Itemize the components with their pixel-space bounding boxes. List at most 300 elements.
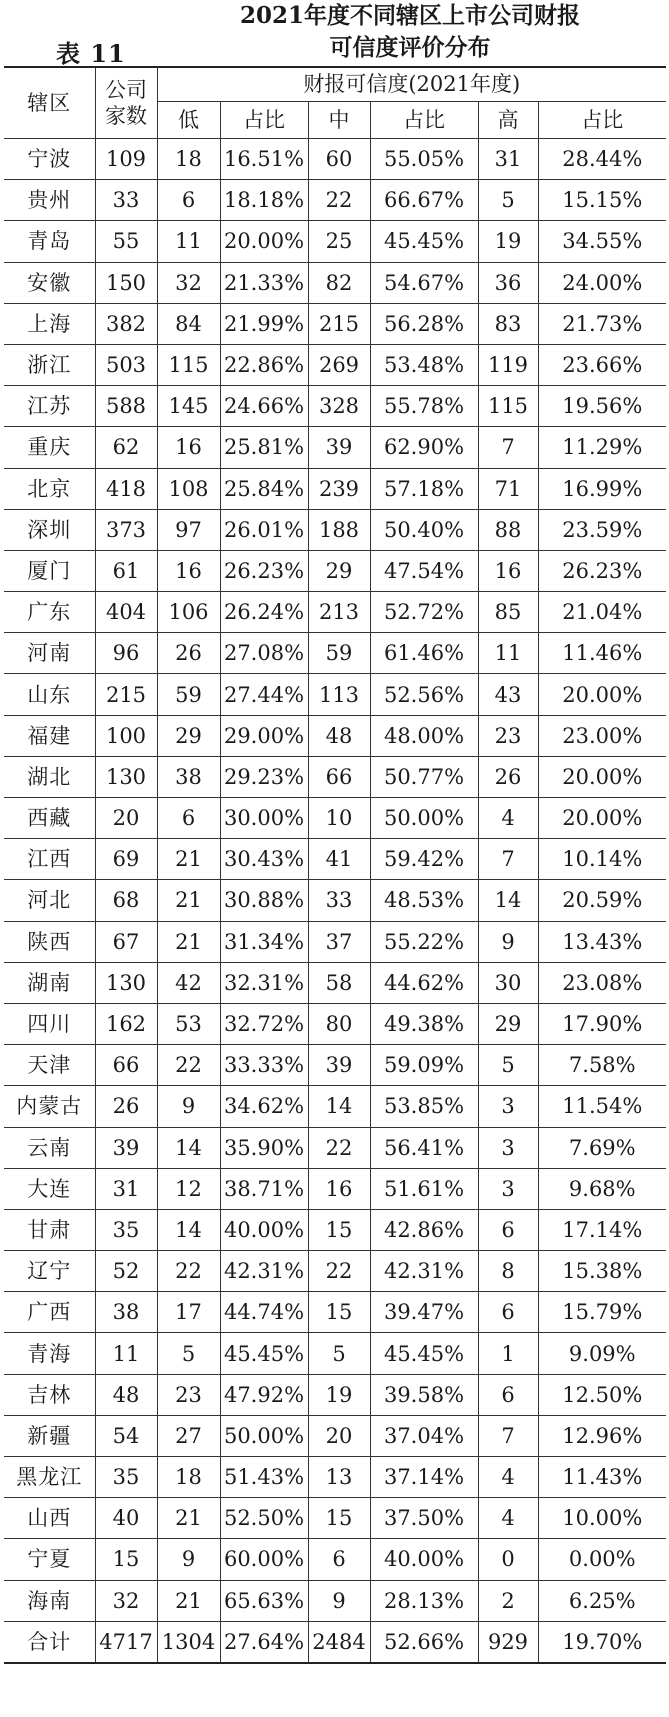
table-row [4, 839, 666, 880]
company-count-header [95, 67, 157, 139]
mid-share-cell: 37.50% [370, 1498, 478, 1539]
low-count-cell: 18 [157, 1457, 220, 1498]
high-share-cell: 20.59% [538, 880, 666, 921]
table-row [4, 1374, 666, 1415]
company-count-cell: 32 [95, 1580, 157, 1621]
high-share-cell: 10.14% [538, 839, 666, 880]
low-share-cell: 27.08% [220, 633, 308, 674]
region-cell: 甘肃 [4, 1209, 95, 1250]
high-count-cell: 14 [478, 880, 538, 921]
mid-count-cell: 80 [308, 1003, 370, 1044]
table-row [4, 756, 666, 797]
mid-share-cell: 54.67% [370, 262, 478, 303]
high-share-cell: 7.69% [538, 1127, 666, 1168]
mid-share-cell: 47.54% [370, 550, 478, 591]
high-count-cell: 5 [478, 1045, 538, 1086]
high-share-cell: 16.99% [538, 468, 666, 509]
mid-count-cell: 9 [308, 1580, 370, 1621]
table-title-line-1: 2021年度不同辖区上市公司财报 [239, 2, 580, 29]
high-count-cell: 6 [478, 1374, 538, 1415]
low-share-cell: 24.66% [220, 386, 308, 427]
high-share-cell: 12.96% [538, 1415, 666, 1456]
region-cell: 西藏 [4, 798, 95, 839]
mid-share-cell: 44.62% [370, 962, 478, 1003]
mid-count-cell: 215 [308, 303, 370, 344]
company-count-cell: 39 [95, 1127, 157, 1168]
high-share-cell: 11.29% [538, 427, 666, 468]
low-count-cell: 6 [157, 798, 220, 839]
high-count-cell: 2 [478, 1580, 538, 1621]
low-count-cell: 17 [157, 1292, 220, 1333]
low-count-cell: 14 [157, 1127, 220, 1168]
mid-count-cell: 19 [308, 1374, 370, 1415]
low-share-cell: 34.62% [220, 1086, 308, 1127]
high-share-cell: 11.43% [538, 1457, 666, 1498]
mid-share-header: 占比 [370, 102, 478, 139]
mid-share-cell: 40.00% [370, 1539, 478, 1580]
mid-share-cell: 61.46% [370, 633, 478, 674]
company-count-cell: 503 [95, 344, 157, 385]
table-row [4, 880, 666, 921]
company-count-header-line-2: 家数 [105, 104, 147, 128]
low-share-cell: 27.44% [220, 674, 308, 715]
region-cell: 广东 [4, 592, 95, 633]
high-share-cell: 0.00% [538, 1539, 666, 1580]
high-count-cell: 83 [478, 303, 538, 344]
region-cell: 海南 [4, 1580, 95, 1621]
low-share-cell: 21.33% [220, 262, 308, 303]
mid-share-cell: 49.38% [370, 1003, 478, 1044]
company-count-cell: 69 [95, 839, 157, 880]
region-cell: 厦门 [4, 550, 95, 591]
mid-count-cell: 39 [308, 427, 370, 468]
high-count-cell: 119 [478, 344, 538, 385]
low-count-cell: 97 [157, 509, 220, 550]
low-share-cell: 51.43% [220, 1457, 308, 1498]
company-count-cell: 4717 [95, 1621, 157, 1663]
company-count-cell: 33 [95, 180, 157, 221]
high-count-cell: 7 [478, 839, 538, 880]
company-count-cell: 15 [95, 1539, 157, 1580]
mid-share-cell: 59.09% [370, 1045, 478, 1086]
low-count-cell: 14 [157, 1209, 220, 1250]
low-count-cell: 21 [157, 921, 220, 962]
company-count-cell: 66 [95, 1045, 157, 1086]
credibility-group-header: 财报可信度(2021年度) [157, 67, 666, 102]
high-count-cell: 7 [478, 1415, 538, 1456]
mid-count-cell: 22 [308, 1251, 370, 1292]
high-share-cell: 11.46% [538, 633, 666, 674]
low-count-cell: 6 [157, 180, 220, 221]
low-share-cell: 50.00% [220, 1415, 308, 1456]
high-share-cell: 23.59% [538, 509, 666, 550]
high-count-cell: 929 [478, 1621, 538, 1663]
region-cell: 深圳 [4, 509, 95, 550]
high-share-cell: 17.90% [538, 1003, 666, 1044]
mid-share-cell: 52.72% [370, 592, 478, 633]
high-share-cell: 19.56% [538, 386, 666, 427]
high-share-cell: 9.09% [538, 1333, 666, 1374]
mid-share-cell: 45.45% [370, 221, 478, 262]
mid-count-cell: 188 [308, 509, 370, 550]
company-count-cell: 55 [95, 221, 157, 262]
table-row [4, 344, 666, 385]
low-share-cell: 42.31% [220, 1251, 308, 1292]
mid-count-cell: 82 [308, 262, 370, 303]
region-cell: 河北 [4, 880, 95, 921]
mid-share-cell: 48.53% [370, 880, 478, 921]
mid-count-cell: 269 [308, 344, 370, 385]
company-count-cell: 100 [95, 715, 157, 756]
company-count-cell: 130 [95, 962, 157, 1003]
company-count-cell: 588 [95, 386, 157, 427]
mid-share-cell: 57.18% [370, 468, 478, 509]
mid-share-cell: 62.90% [370, 427, 478, 468]
low-count-cell: 53 [157, 1003, 220, 1044]
region-cell: 天津 [4, 1045, 95, 1086]
low-share-cell: 32.31% [220, 962, 308, 1003]
company-count-header-line-1: 公司 [105, 78, 147, 102]
region-cell: 山西 [4, 1498, 95, 1539]
low-count-cell: 18 [157, 139, 220, 180]
low-count-cell: 27 [157, 1415, 220, 1456]
high-count-cell: 7 [478, 427, 538, 468]
mid-count-cell: 239 [308, 468, 370, 509]
high-count-cell: 23 [478, 715, 538, 756]
mid-share-cell: 56.28% [370, 303, 478, 344]
low-count-cell: 26 [157, 633, 220, 674]
mid-share-cell: 66.67% [370, 180, 478, 221]
table-row [4, 1498, 666, 1539]
mid-count-cell: 22 [308, 180, 370, 221]
low-share-cell: 40.00% [220, 1209, 308, 1250]
low-share-cell: 30.43% [220, 839, 308, 880]
mid-share-cell: 50.00% [370, 798, 478, 839]
high-share-cell: 15.79% [538, 1292, 666, 1333]
low-count-cell: 84 [157, 303, 220, 344]
low-share-cell: 33.33% [220, 1045, 308, 1086]
region-cell: 安徽 [4, 262, 95, 303]
mid-share-cell: 59.42% [370, 839, 478, 880]
region-cell: 四川 [4, 1003, 95, 1044]
high-count-cell: 0 [478, 1539, 538, 1580]
company-count-cell: 96 [95, 633, 157, 674]
low-count-cell: 11 [157, 221, 220, 262]
low-share-cell: 26.01% [220, 509, 308, 550]
table-row [4, 1168, 666, 1209]
low-count-cell: 16 [157, 550, 220, 591]
high-count-cell: 3 [478, 1086, 538, 1127]
mid-share-cell: 56.41% [370, 1127, 478, 1168]
mid-share-cell: 37.04% [370, 1415, 478, 1456]
high-share-cell: 7.58% [538, 1045, 666, 1086]
region-cell: 江西 [4, 839, 95, 880]
mid-header: 中 [308, 102, 370, 139]
mid-share-cell: 48.00% [370, 715, 478, 756]
company-count-cell: 62 [95, 427, 157, 468]
low-share-cell: 31.34% [220, 921, 308, 962]
high-share-cell: 34.55% [538, 221, 666, 262]
low-share-cell: 44.74% [220, 1292, 308, 1333]
low-share-cell: 47.92% [220, 1374, 308, 1415]
high-count-cell: 6 [478, 1292, 538, 1333]
company-count-cell: 54 [95, 1415, 157, 1456]
table-row [4, 1457, 666, 1498]
mid-share-cell: 55.22% [370, 921, 478, 962]
mid-count-cell: 2484 [308, 1621, 370, 1663]
region-cell: 青岛 [4, 221, 95, 262]
region-cell: 内蒙古 [4, 1086, 95, 1127]
high-count-cell: 30 [478, 962, 538, 1003]
low-count-cell: 22 [157, 1045, 220, 1086]
company-count-cell: 52 [95, 1251, 157, 1292]
high-count-cell: 4 [478, 1457, 538, 1498]
high-share-cell: 9.68% [538, 1168, 666, 1209]
low-count-cell: 9 [157, 1086, 220, 1127]
high-count-cell: 6 [478, 1209, 538, 1250]
low-share-cell: 21.99% [220, 303, 308, 344]
mid-share-cell: 42.31% [370, 1251, 478, 1292]
table-row [4, 468, 666, 509]
mid-count-cell: 5 [308, 1333, 370, 1374]
low-count-cell: 23 [157, 1374, 220, 1415]
high-count-cell: 8 [478, 1251, 538, 1292]
mid-count-cell: 15 [308, 1209, 370, 1250]
region-cell: 吉林 [4, 1374, 95, 1415]
mid-count-cell: 14 [308, 1086, 370, 1127]
table-row [4, 633, 666, 674]
low-count-cell: 21 [157, 1498, 220, 1539]
company-count-cell: 373 [95, 509, 157, 550]
low-share-cell: 27.64% [220, 1621, 308, 1663]
region-cell: 陕西 [4, 921, 95, 962]
region-cell: 浙江 [4, 344, 95, 385]
low-count-cell: 12 [157, 1168, 220, 1209]
high-count-cell: 43 [478, 674, 538, 715]
low-count-cell: 108 [157, 468, 220, 509]
low-count-cell: 42 [157, 962, 220, 1003]
low-count-cell: 16 [157, 427, 220, 468]
high-share-cell: 10.00% [538, 1498, 666, 1539]
high-count-cell: 36 [478, 262, 538, 303]
region-cell: 宁夏 [4, 1539, 95, 1580]
low-share-cell: 26.23% [220, 550, 308, 591]
mid-count-cell: 29 [308, 550, 370, 591]
mid-share-cell: 51.61% [370, 1168, 478, 1209]
high-count-cell: 31 [478, 139, 538, 180]
low-share-cell: 30.88% [220, 880, 308, 921]
high-share-cell: 23.00% [538, 715, 666, 756]
table-row [4, 962, 666, 1003]
table-row [4, 550, 666, 591]
company-count-cell: 40 [95, 1498, 157, 1539]
low-count-cell: 5 [157, 1333, 220, 1374]
table-row [4, 1003, 666, 1044]
high-count-cell: 3 [478, 1127, 538, 1168]
table-row [4, 1127, 666, 1168]
region-cell: 山东 [4, 674, 95, 715]
mid-share-cell: 45.45% [370, 1333, 478, 1374]
mid-share-cell: 42.86% [370, 1209, 478, 1250]
low-count-cell: 32 [157, 262, 220, 303]
high-share-cell: 20.00% [538, 674, 666, 715]
low-share-header: 占比 [220, 102, 308, 139]
high-share-cell: 6.25% [538, 1580, 666, 1621]
company-count-cell: 11 [95, 1333, 157, 1374]
mid-share-cell: 52.66% [370, 1621, 478, 1663]
table-title-line-2: 可信度评价分布 [329, 34, 491, 61]
high-count-cell: 29 [478, 1003, 538, 1044]
low-share-cell: 29.23% [220, 756, 308, 797]
low-share-cell: 45.45% [220, 1333, 308, 1374]
high-share-cell: 11.54% [538, 1086, 666, 1127]
region-cell: 云南 [4, 1127, 95, 1168]
table-row [4, 303, 666, 344]
table-row [4, 1580, 666, 1621]
low-share-cell: 16.51% [220, 139, 308, 180]
low-share-cell: 22.86% [220, 344, 308, 385]
low-share-cell: 20.00% [220, 221, 308, 262]
mid-count-cell: 13 [308, 1457, 370, 1498]
table-row [4, 139, 666, 180]
region-cell: 大连 [4, 1168, 95, 1209]
credibility-distribution-table [4, 66, 666, 1664]
mid-count-cell: 20 [308, 1415, 370, 1456]
high-count-cell: 19 [478, 221, 538, 262]
table-header-row-1 [4, 67, 666, 102]
mid-share-cell: 53.85% [370, 1086, 478, 1127]
high-count-cell: 4 [478, 1498, 538, 1539]
region-cell: 合计 [4, 1621, 95, 1663]
high-count-cell: 16 [478, 550, 538, 591]
high-share-cell: 23.08% [538, 962, 666, 1003]
table-row [4, 1209, 666, 1250]
table-row [4, 921, 666, 962]
mid-share-cell: 39.47% [370, 1292, 478, 1333]
company-count-cell: 215 [95, 674, 157, 715]
region-cell: 黑龙江 [4, 1457, 95, 1498]
high-share-cell: 21.73% [538, 303, 666, 344]
high-share-cell: 24.00% [538, 262, 666, 303]
region-cell: 新疆 [4, 1415, 95, 1456]
region-cell: 辽宁 [4, 1251, 95, 1292]
region-cell: 宁波 [4, 139, 95, 180]
low-share-cell: 30.00% [220, 798, 308, 839]
region-cell: 上海 [4, 303, 95, 344]
high-header: 高 [478, 102, 538, 139]
table-row [4, 427, 666, 468]
table-row [4, 180, 666, 221]
company-count-cell: 130 [95, 756, 157, 797]
region-cell: 重庆 [4, 427, 95, 468]
company-count-cell: 38 [95, 1292, 157, 1333]
high-share-header: 占比 [538, 102, 666, 139]
region-cell: 江苏 [4, 386, 95, 427]
table-row [4, 1251, 666, 1292]
high-share-cell: 21.04% [538, 592, 666, 633]
mid-count-cell: 113 [308, 674, 370, 715]
mid-count-cell: 25 [308, 221, 370, 262]
region-cell: 河南 [4, 633, 95, 674]
company-count-cell: 26 [95, 1086, 157, 1127]
mid-share-cell: 37.14% [370, 1457, 478, 1498]
mid-share-cell: 39.58% [370, 1374, 478, 1415]
table-row [4, 509, 666, 550]
high-count-cell: 11 [478, 633, 538, 674]
low-share-cell: 25.81% [220, 427, 308, 468]
mid-count-cell: 15 [308, 1292, 370, 1333]
table-row [4, 1086, 666, 1127]
mid-count-cell: 6 [308, 1539, 370, 1580]
high-count-cell: 9 [478, 921, 538, 962]
mid-count-cell: 213 [308, 592, 370, 633]
table-number-label: 表 11 [56, 39, 126, 68]
mid-share-cell: 55.78% [370, 386, 478, 427]
low-count-cell: 29 [157, 715, 220, 756]
low-share-cell: 65.63% [220, 1580, 308, 1621]
low-count-cell: 21 [157, 1580, 220, 1621]
company-count-cell: 61 [95, 550, 157, 591]
region-cell: 湖北 [4, 756, 95, 797]
high-count-cell: 71 [478, 468, 538, 509]
high-share-cell: 15.38% [538, 1251, 666, 1292]
mid-share-cell: 53.48% [370, 344, 478, 385]
region-cell: 北京 [4, 468, 95, 509]
high-share-cell: 17.14% [538, 1209, 666, 1250]
region-header: 辖区 [4, 67, 95, 139]
high-count-cell: 26 [478, 756, 538, 797]
company-count-cell: 35 [95, 1209, 157, 1250]
company-count-cell: 418 [95, 468, 157, 509]
mid-count-cell: 41 [308, 839, 370, 880]
high-count-cell: 5 [478, 180, 538, 221]
company-count-cell: 162 [95, 1003, 157, 1044]
total-row [4, 1621, 666, 1663]
table-row [4, 1415, 666, 1456]
low-share-cell: 26.24% [220, 592, 308, 633]
table-row [4, 221, 666, 262]
high-share-cell: 26.23% [538, 550, 666, 591]
high-share-cell: 20.00% [538, 798, 666, 839]
high-count-cell: 88 [478, 509, 538, 550]
mid-count-cell: 59 [308, 633, 370, 674]
low-share-cell: 25.84% [220, 468, 308, 509]
mid-count-cell: 66 [308, 756, 370, 797]
table-row [4, 1333, 666, 1374]
table-title [210, 0, 610, 64]
mid-share-cell: 50.77% [370, 756, 478, 797]
low-share-cell: 35.90% [220, 1127, 308, 1168]
company-count-cell: 48 [95, 1374, 157, 1415]
company-count-cell: 31 [95, 1168, 157, 1209]
high-share-cell: 23.66% [538, 344, 666, 385]
high-share-cell: 20.00% [538, 756, 666, 797]
table-row [4, 715, 666, 756]
low-share-cell: 18.18% [220, 180, 308, 221]
high-share-cell: 15.15% [538, 180, 666, 221]
company-count-cell: 67 [95, 921, 157, 962]
mid-share-cell: 28.13% [370, 1580, 478, 1621]
table-row [4, 262, 666, 303]
low-header: 低 [157, 102, 220, 139]
high-count-cell: 115 [478, 386, 538, 427]
low-share-cell: 32.72% [220, 1003, 308, 1044]
low-count-cell: 21 [157, 839, 220, 880]
high-share-cell: 13.43% [538, 921, 666, 962]
company-count-cell: 150 [95, 262, 157, 303]
low-share-cell: 52.50% [220, 1498, 308, 1539]
low-count-cell: 115 [157, 344, 220, 385]
